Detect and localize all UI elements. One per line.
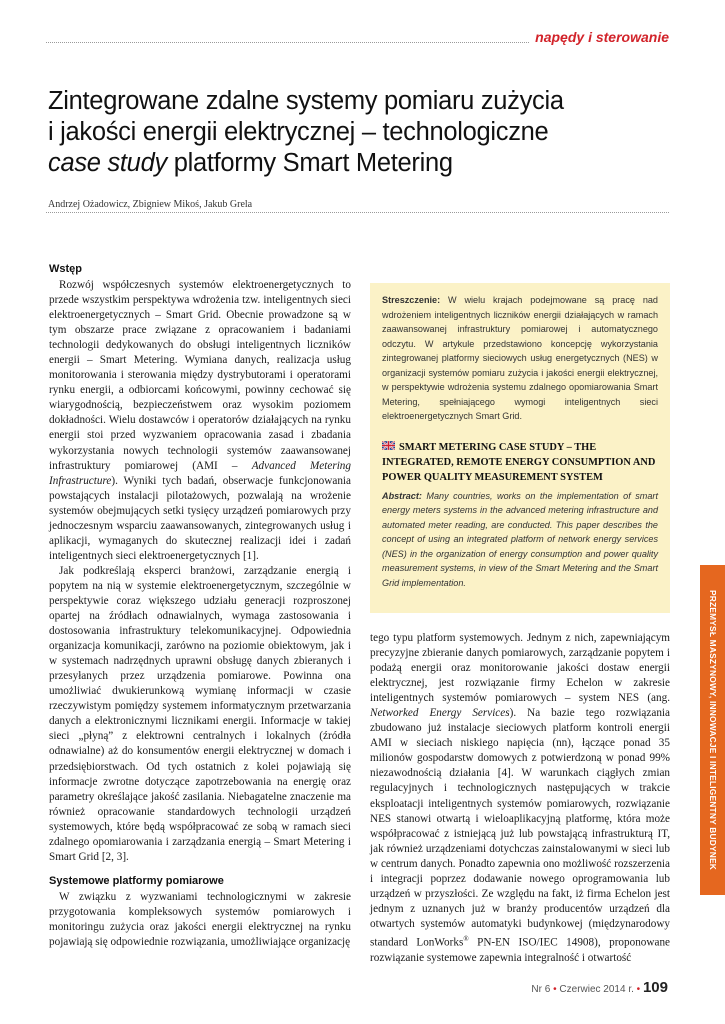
p1-text-a: Rozwój współczesnych systemów elektroenergetycznych to przede wszystkim perspektywa wdrożenia tzw. inteligentnych sieci elektroenergetycznych – Smart Grid. Obecnie prowadzone są w tym obszarze prace związane z opracowaniem i badaniami technologii dedykowanych do obsługi inteligentnych liczników energii – Smart Metering. Wymiana danych, realizacja usług monitorowania i sterowania między dystrybutorami i operatorami rynku energii, a odbiorcami końcowymi, powinny cechować się wiarygodnością, bezpieczeństwem oraz wysokim poziomem dokładności. Wielu dostawców i operatorów działających na rynku energii stoi przed wyzwaniem opracowania zasad i zbadania wykorzystania nowych technologii systemów zaawansowanej infrastruktury pomiarowej (AMI –	[49, 279, 351, 472]
abstract-english-text: Many countries, works on the implementation of smart energy meters systems in the advanced metering infrastructure and automated meter reading, are conducted. This paper describes the concept of using an integrated platform of network energy services (NES) in the organization of energy consumption and power quality measurement systems, in view of the Smart Metering and the Smart Grid implementation.	[382, 490, 658, 588]
page-header	[46, 28, 669, 48]
page-footer	[531, 979, 668, 996]
abstract-polish-label: Streszczenie:	[382, 295, 441, 305]
footer-date: Czerwiec 2014 r.	[559, 984, 634, 995]
authors: Andrzej Ożadowicz, Zbigniew Mikoś, Jakub Grela	[48, 199, 253, 210]
title-line-1: Zintegrowane zdalne systemy pomiaru zużycia	[48, 87, 564, 115]
paragraph-3: W związku z wyzwaniami technologicznymi w zakresie przygotowania kompleksowych systemów pomiarowych i monitoringu zużycia oraz jakości energii elektrycznej na rynku pojawiają się odpowiednie rozwiązania, umożliwiające organizację	[49, 890, 351, 948]
footer-bullet-2: •	[636, 984, 641, 995]
title-line-2: i jakości energii elektrycznej – technologiczne	[48, 118, 549, 146]
registered-mark: ®	[463, 934, 469, 943]
abstract-english-label: Abstract:	[382, 490, 422, 501]
heading-introduction: Wstęp	[49, 263, 82, 275]
paragraph-1	[49, 278, 351, 564]
authors-rule	[46, 212, 669, 213]
section-label: napędy i sterowanie	[529, 28, 669, 46]
title-line-3-rest: platformy Smart Metering	[166, 149, 453, 177]
pr1-text-c: PN-EN ISO/IEC 14908), proponowane rozwiązanie systemowe zapewnia integralność i otwartość	[370, 936, 670, 964]
pr1-text-a: tego typu platform systemowych. Jednym z nich, zapewniającym precyzyjne zbieranie danych pomiarowych, zarządzanie popytem i podażą energii oraz monitorowanie jakości dostaw energii elektrycznej, jest rozwiązanie firmy Echelon w zakresie inteligentnych systemów pomiarowych – system NES (ang.	[370, 632, 670, 705]
side-tab-label: PRZEMYSŁ MASZYNOWY, INNOWACJE I INTELIGENTNY BUDYNEK	[707, 589, 718, 871]
article-title	[48, 86, 678, 179]
english-title	[382, 440, 658, 485]
abstract-english	[382, 489, 658, 591]
title-line-3	[48, 148, 678, 179]
abstract-box	[370, 283, 670, 613]
abstract-polish-text: W wielu krajach podejmowane są pracę nad wdrożeniem inteligentnych liczników energii działających w ramach zaawansowanej infrastruktury pomiarowej i automatycznego odczytu. W artykule przedstawiono koncepcję wykorzystania zintegrowanej platformy sieciowych usług energetycznych (NES) w organizacji systemów pomiaru zużycia i jakości energii elektrycznej, w perspektywie wdrożenia systemu zdalnego opomiarowania Smart Metering, spełniającego wymogi inteligentnych sieci elektroenergetycznych Smart Grid.	[382, 295, 658, 421]
page-number: 109	[642, 979, 668, 996]
side-tab	[700, 565, 725, 895]
title-italic-phrase: case study	[48, 149, 167, 177]
paragraph-2: Jak podkreślają eksperci branżowi, zarządzanie energią i popytem na nią w systemie elektroenergetycznym, szczególnie w perspektywie coraz większego udziału generacji rozproszonej opartej na źródłach odnawialnych, wymaga zastosowania i dostosowania infrastruktury telekomunikacyjnej. Odpowiednia organizacja komunikacji, zarówno na poziomie obiektowym, jak i w systemach nadrzędnych uprawni obsługę danych zbieranych i przesyłanych przez urządzenia pomiarowe. Powinna ona umożliwiać dwukierunkową wymianę informacji w czasie rzeczywistym pomiędzy systemem informatycznym przetwarzania danych a elektronicznymi licznikami energii. Informacje w takiej sieci „płyną” z elektrowni centralnych i lokalnych (źródła odnawialne) aż do konsumentów energii elektrycznej w domach i przedsiębiorstwach. Od tych ostatnich z kolei pojawiają się informacje zwrotne dotyczące zapotrzebowania na energię oraz parametry określające jakość zasilania. Niebagatelne znaczenie ma również opracowanie standardowych technologii urządzeń systemowych, które będą współpracować ze sobą w ramach sieci zdalnego opomiarowania i zarządzania energią – Smart Metering i Smart Grid [2, 3].	[49, 564, 351, 863]
english-title-text: SMART METERING CASE STUDY – THE INTEGRATED, REMOTE ENERGY CONSUMPTION AND POWER QUALITY MEASUREMENT SYSTEM	[382, 441, 656, 483]
left-column	[49, 262, 351, 950]
right-column	[370, 631, 670, 966]
uk-flag-icon	[382, 441, 395, 450]
footer-issue: Nr 6	[531, 984, 551, 995]
footer-bullet-1: •	[553, 984, 557, 995]
heading-system-platforms: Systemowe platformy pomiarowe	[49, 874, 224, 887]
pr1-italic-term: Networked Energy Services	[370, 707, 510, 720]
p1-italic-term: Advanced Metering Infrastructure	[49, 459, 351, 487]
p1-text-b: ). Wyniki tych badań, obserwacje funkcjonowania powstających instalacji pilotażowych, pozwalają na wrożenie systemów obejmujących setki tysięcy urządzeń pomiarowych przy jednoczesnym wsparciu zaawansowanych, zintegrowanych usług i aplikacji, wymaganych do skutecznej realizacji idei i zadań inteligentnych sieci elektroenergetycznych [1].	[49, 474, 351, 562]
abstract-polish	[382, 293, 658, 424]
pr1-text-b: ). Na bazie tego rozwiązania zbudowano już instalacje sieciowych platform kontroli energii AMI w sieciach niskiego napięcia (nn), łączące ponad 35 milionów gospodarstw domowych z potwierdzoną w ponad 99% niezawodnością działania [4]. W warunkach ciągłych zmian regulacyjnych i technologicznych następujących w trakcie eksploatacji inteligentnych systemów pomiarowych, rozwiązanie NES stanowi otwartą i wieloaplikacyjną platformę, która może współpracować z istniejącą już lub powstającą infrastrukturą IT, jak również urządzeniami dotychczas zainstalowanymi w sieci lub w centrum danych. Ponadto zapewnia ono możliwość rozszerzenia i integracji poprzez dodawanie nowego oprogramowania lub urządzeń w przyszłości. Ze względu na fakt, iż firma Echelon jest jednym z uznanych już w branży producentów urządzeń dla otwartych systemów automatyki budynkowej (międzynarodowy standard LonWorks	[370, 707, 671, 949]
paragraph-right-1	[370, 631, 670, 966]
